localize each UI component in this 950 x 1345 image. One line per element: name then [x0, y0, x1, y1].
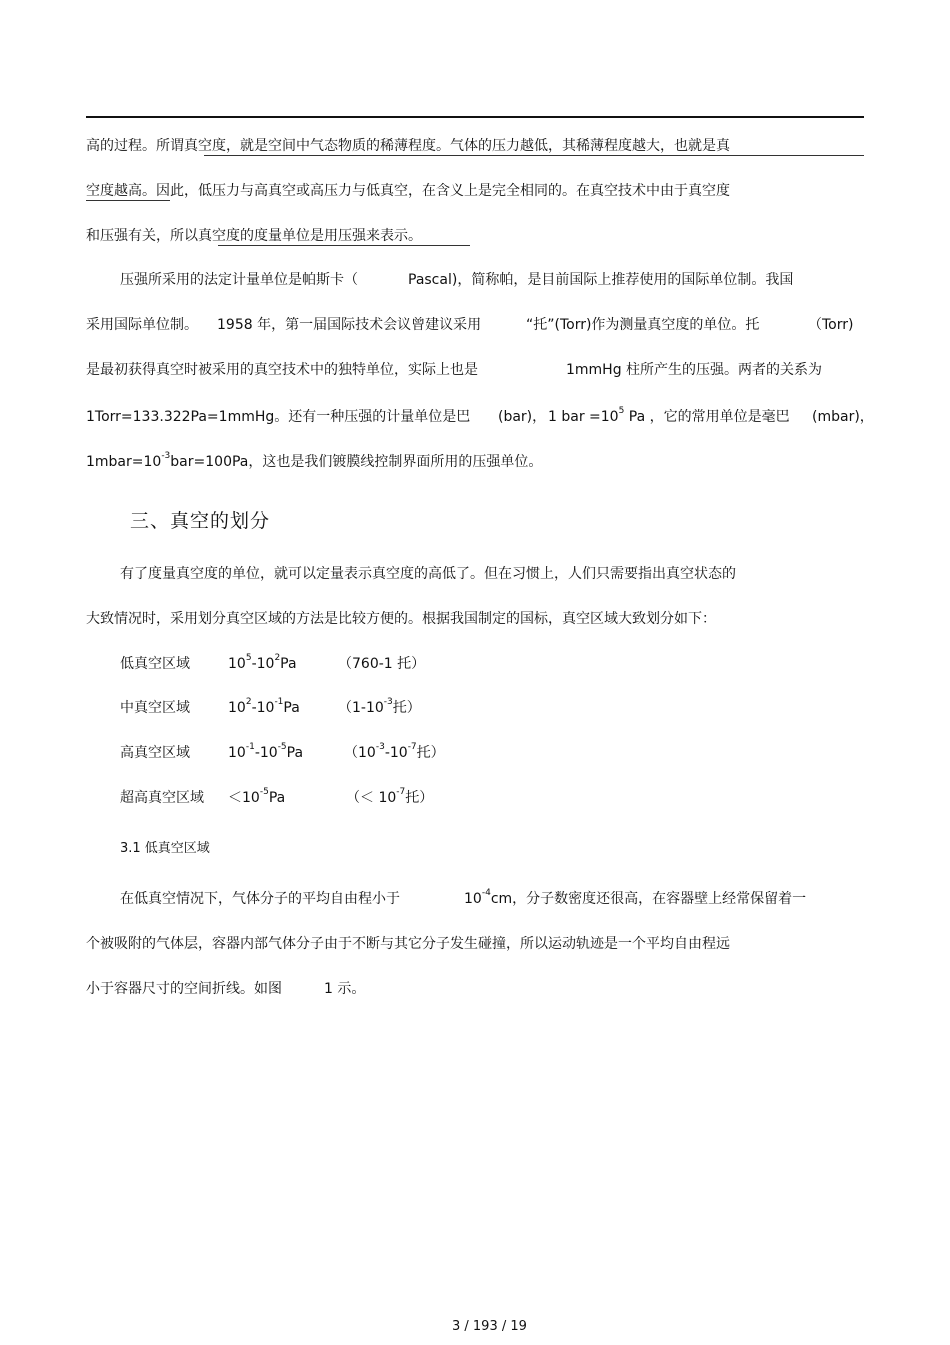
range-sup: -5 [259, 787, 269, 798]
torr-sup: -3 [383, 697, 393, 708]
para2-l5-sup: -3 [161, 451, 171, 462]
para2-l3b: 1mmHg 柱所产生的压强。两者的关系为 [566, 362, 823, 378]
range-part: ＜10 [228, 790, 260, 806]
para2-l4c-post: Pa ，它的常用单位是毫巴 [624, 409, 790, 425]
para1-line2: 空度越高。因此，低压力与高真空或高压力与低真空，在含义上是完全相同的。在真空技术中由于真空度 [86, 183, 730, 199]
para2-line5 [86, 453, 542, 471]
para2-line3 [86, 361, 823, 379]
para1-underline2 [86, 200, 170, 201]
subheading: 3.1 低真空区域 [120, 841, 210, 856]
range-part: -10 [251, 700, 275, 716]
low-vacuum-l1a: 在低真空情况下，气体分子的平均自由程小于 [120, 891, 400, 907]
range-sup: 2 [274, 653, 281, 664]
torr-part: （10 [344, 745, 376, 761]
para1-line1: 高的过程。所谓真空度，就是空间中气态物质的稀薄程度。气体的压力越低，其稀薄程度越大，也就是真 [86, 138, 730, 154]
torr-part: （＜ 10 [346, 790, 397, 806]
region-range [228, 699, 338, 717]
para2-l2d: （Torr) [808, 317, 854, 333]
para1-underline3 [218, 245, 470, 246]
low-vacuum-l3a: 小于容器尺寸的空间折线。如图 [86, 981, 282, 997]
low-vacuum-l1b [464, 890, 806, 908]
region-torr [338, 656, 425, 672]
region-name: 低真空区域 [120, 656, 190, 672]
range-part: Pa [280, 656, 297, 672]
region-name: 中真空区域 [120, 700, 190, 716]
range-part: Pa [268, 790, 286, 806]
range-part: Pa [286, 745, 304, 761]
torr-part: 托） [416, 745, 445, 761]
torr-part: （760-1 托） [338, 656, 426, 672]
low-vacuum-line1 [120, 888, 807, 908]
torr-part: -10 [384, 745, 408, 761]
l1b-sup: -4 [481, 888, 491, 899]
torr-part: 托） [405, 790, 434, 806]
para2-l4b: (bar)， [498, 409, 547, 425]
torr-sup: -7 [407, 742, 417, 753]
para2-l4a: 1Torr=133.322Pa=1mmHg。还有一种压强的计量单位是巴 [86, 409, 471, 425]
region-row-high [120, 744, 445, 762]
section-intro-line1: 有了度量真空度的单位，就可以定量表示真空度的高低了。但在习惯上，人们只需要指出真空状态的 [120, 566, 736, 582]
section-heading: 三、真空的划分 [130, 510, 271, 532]
page-number: 3 / 193 / 19 [452, 1319, 527, 1334]
l1b-pre: 10 [464, 891, 482, 907]
low-vacuum-line2: 个被吸附的气体层，容器内部气体分子由于不断与其它分子发生碰撞，所以运动轨迹是一个平均自由程远 [86, 936, 730, 952]
para2-l2c: “托”(Torr)作为测量真空度的单位。托 [526, 317, 760, 333]
region-range [228, 789, 346, 807]
para2-l3a: 是最初获得真空时被采用的真空技术中的独特单位，实际上也是 [86, 362, 478, 378]
range-sup: -1 [274, 697, 284, 708]
para1-line3: 和压强有关，所以真空度的度量单位是用压强来表示。 [86, 228, 422, 244]
region-name: 超高真空区域 [120, 790, 204, 806]
range-part: 10 [228, 700, 246, 716]
para2-line2 [86, 316, 854, 334]
range-sup: -1 [245, 742, 255, 753]
para1-underline1 [204, 155, 864, 156]
l1b-post: cm，分子数密度还很高，在容器壁上经常保留着一 [490, 891, 807, 907]
range-sup: 5 [245, 653, 252, 664]
para2-l2b: 1958 年，第一届国际技术会议曾建议采用 [217, 317, 482, 333]
region-row-ultra [120, 789, 433, 807]
para2-l4d: (mbar)， [812, 409, 874, 425]
para2-line4 [86, 406, 874, 426]
torr-part: 托） [392, 700, 421, 716]
region-row-medium [120, 699, 421, 717]
region-torr [338, 697, 421, 716]
region-name: 高真空区域 [120, 745, 190, 761]
region-range [228, 655, 338, 673]
torr-part: （1-10 [338, 700, 384, 716]
para2-l4c-pre: 1 bar =10 [548, 409, 619, 425]
region-torr [344, 742, 445, 761]
region-torr [346, 787, 434, 806]
range-sup: -5 [277, 742, 287, 753]
range-part: 10 [228, 745, 246, 761]
range-part: -10 [251, 656, 275, 672]
section-intro-line2: 大致情况时，采用划分真空区域的方法是比较方便的。根据我国制定的国标，真空区域大致划分如下： [86, 611, 716, 627]
para2-l1b: Pascal)，简称帕，是目前国际上推荐使用的国际单位制。我国 [408, 272, 794, 288]
low-vacuum-line3 [86, 980, 366, 998]
low-vacuum-l3b: 1 示。 [324, 981, 366, 997]
top-rule [86, 116, 864, 118]
para2-l4c-sup: 5 [618, 406, 625, 417]
range-part: Pa [283, 700, 300, 716]
range-part: 10 [228, 656, 246, 672]
torr-sup: -3 [375, 742, 385, 753]
range-sup: 2 [245, 697, 252, 708]
para2-l1a: 压强所采用的法定计量单位是帕斯卡（ [120, 272, 358, 288]
range-part: -10 [254, 745, 278, 761]
torr-sup: -7 [396, 787, 406, 798]
para2-line1 [120, 271, 794, 289]
region-row-low [120, 655, 425, 673]
para2-l4c [548, 408, 790, 426]
para2-l2a: 采用国际单位制。 [86, 317, 198, 333]
region-range [228, 744, 344, 762]
para2-l5-pre: 1mbar=10 [86, 454, 162, 470]
para2-l5-post: bar=100Pa，这也是我们镀膜线控制界面所用的压强单位。 [170, 454, 543, 470]
